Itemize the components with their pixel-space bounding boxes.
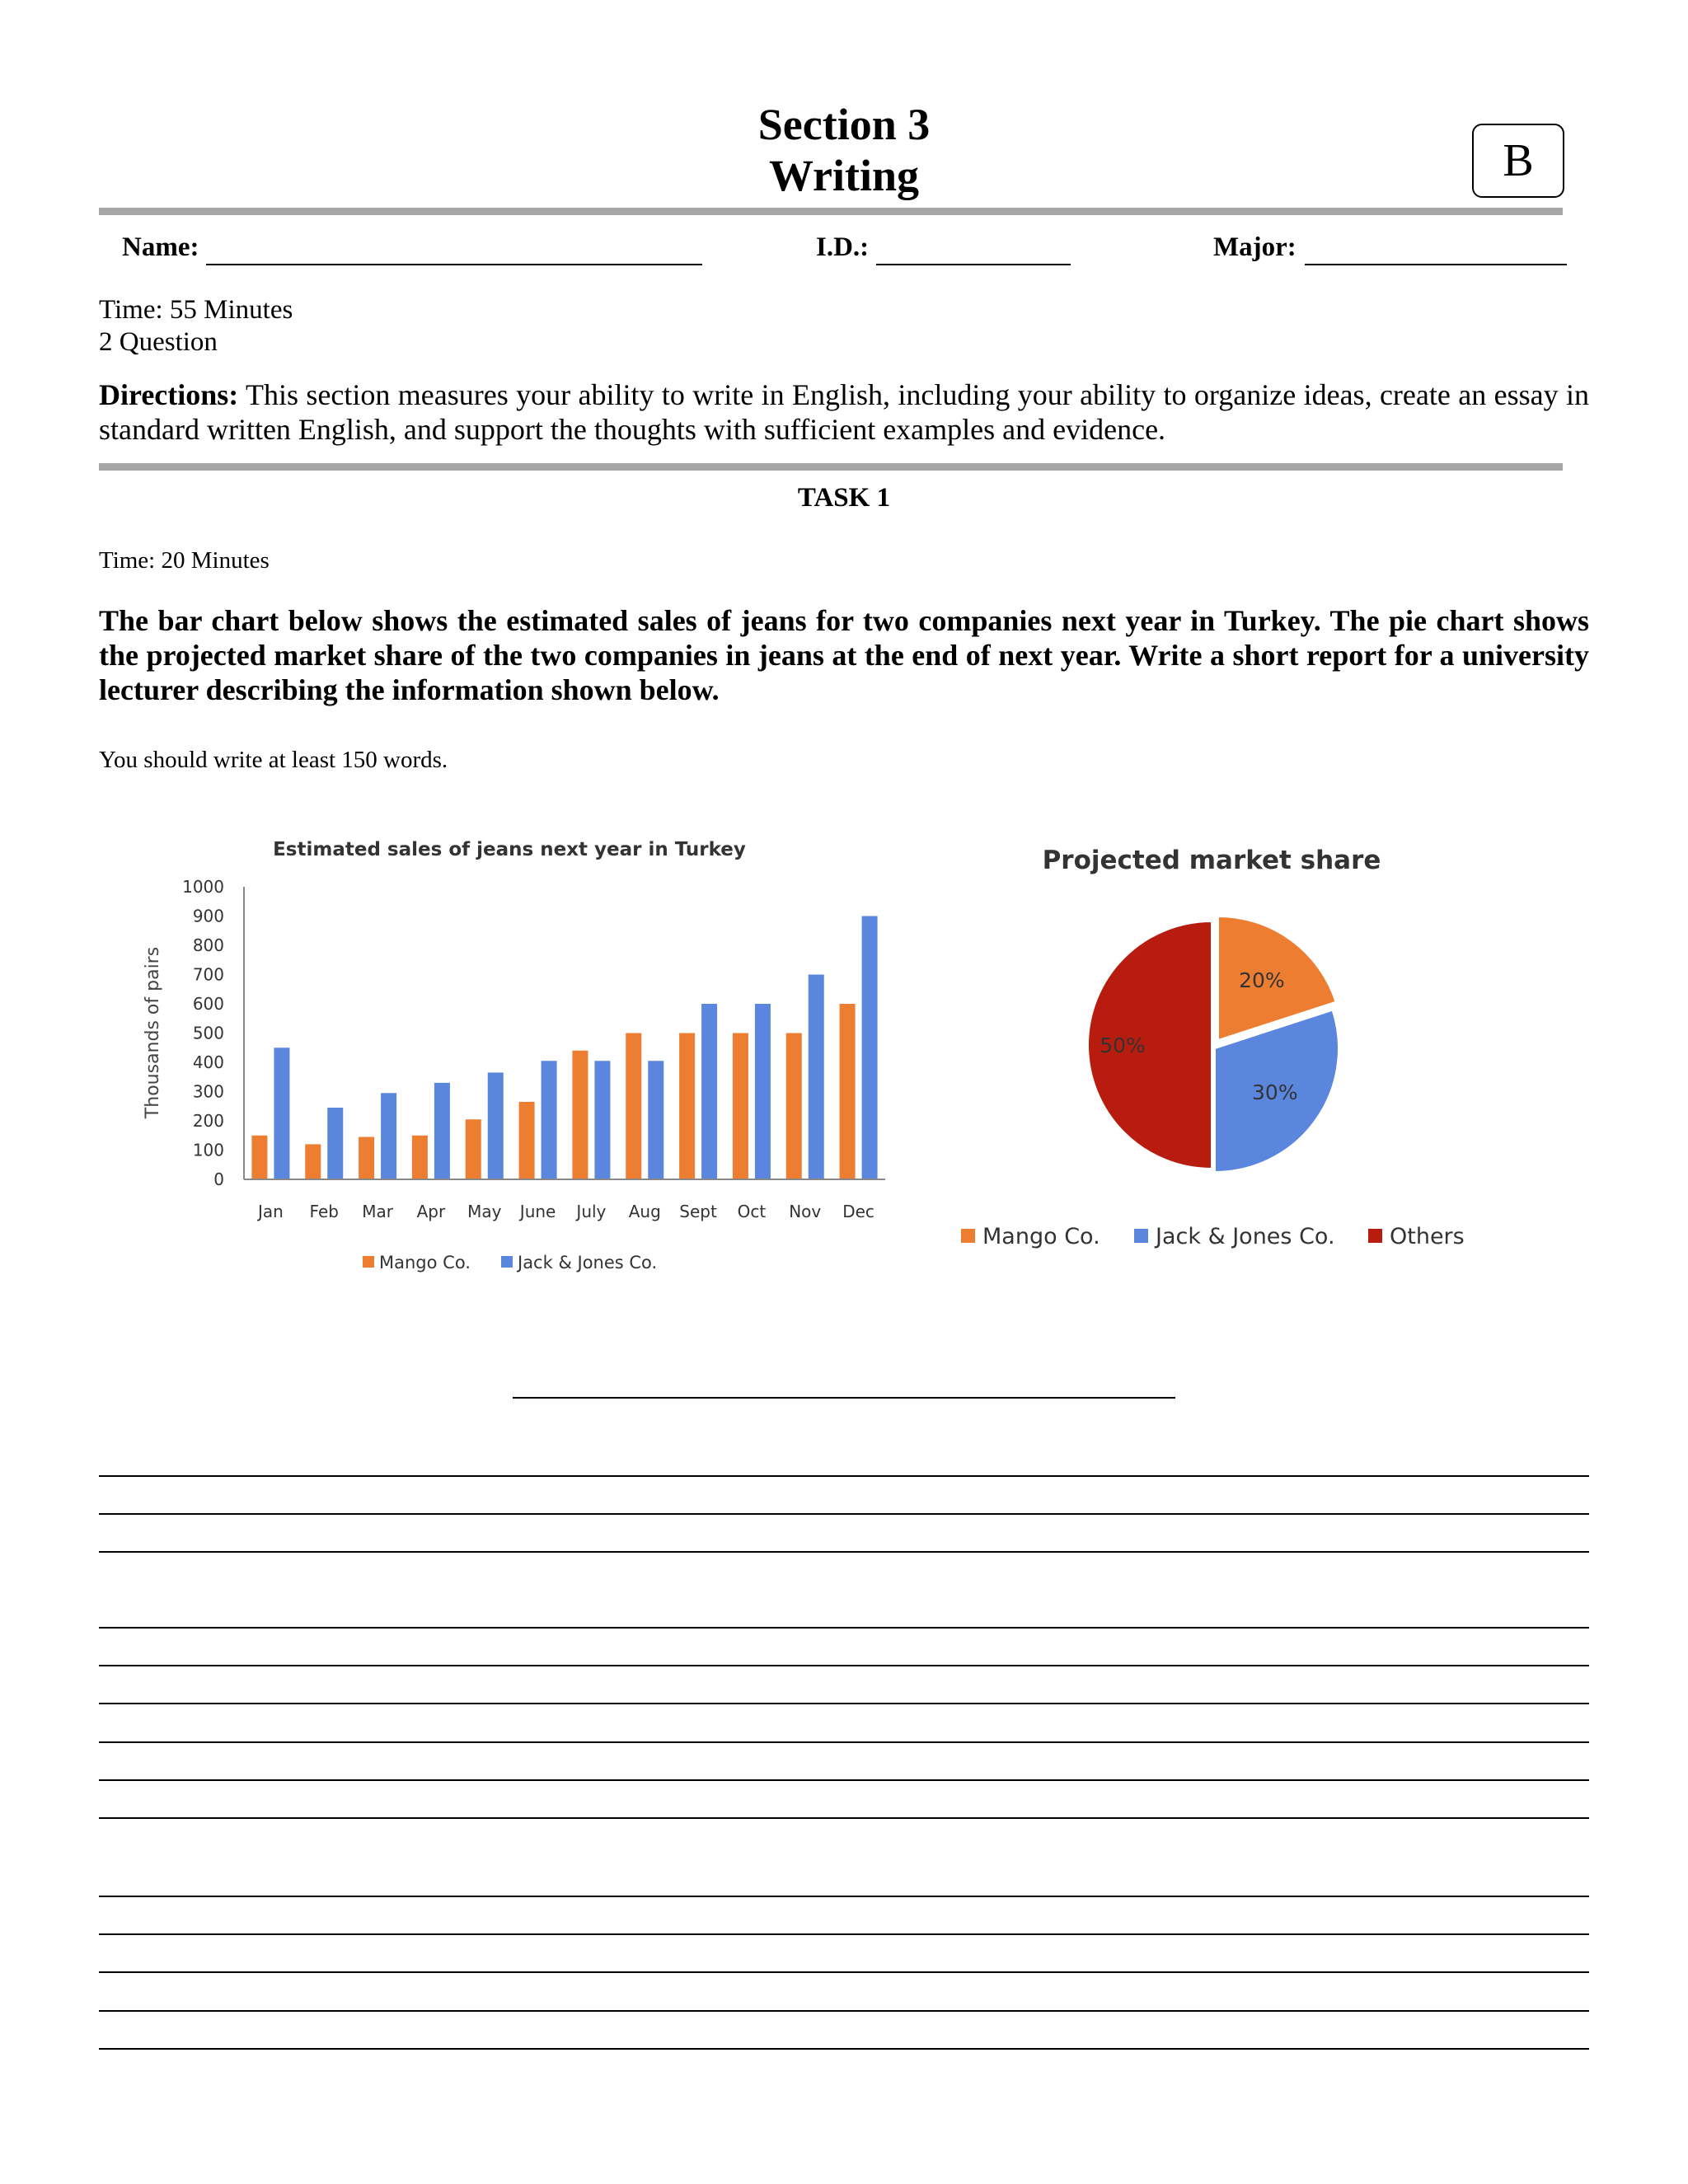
task-prompt: The bar chart below shows the estimated sales of jeans for two companies next year in Turkey. The pie chart shows the projected market share of the two companies in jeans at the end of next year. Write a short report for a university lecturer describing the information shown below. <box>99 604 1589 706</box>
id-label: I.D.: <box>816 232 870 262</box>
y-tick-label: 500 <box>192 1023 224 1043</box>
pie-value-label: 20% <box>1239 968 1285 993</box>
answer-line[interactable] <box>99 1896 1589 1897</box>
x-tick-label: Aug <box>628 1202 661 1221</box>
x-tick-label: Mar <box>362 1202 393 1221</box>
legend-swatch <box>363 1256 374 1268</box>
x-tick-label: Apr <box>416 1202 446 1221</box>
answer-line[interactable] <box>99 1741 1589 1743</box>
pie-chart <box>948 816 1525 1261</box>
y-axis-label: Thousands of pairs <box>143 946 163 1119</box>
bar-jack <box>809 975 824 1180</box>
y-tick-label: 400 <box>192 1052 224 1072</box>
pie-value-label: 50% <box>1100 1033 1146 1057</box>
x-tick-label: May <box>467 1202 502 1221</box>
x-tick-label: Jan <box>257 1202 284 1221</box>
bar-jack <box>542 1061 557 1179</box>
legend-swatch <box>501 1256 513 1268</box>
bar-jack <box>862 916 878 1180</box>
directions-divider <box>99 463 1563 471</box>
y-tick-label: 700 <box>192 964 224 985</box>
y-tick-label: 900 <box>192 906 224 926</box>
name-label: Name: <box>122 232 199 262</box>
answer-line[interactable] <box>99 1513 1589 1515</box>
bar-jack <box>381 1093 396 1179</box>
id-field[interactable] <box>876 239 1071 265</box>
answer-line[interactable] <box>99 1627 1589 1629</box>
bar-mango <box>572 1051 588 1179</box>
y-tick-label: 1000 <box>182 877 224 897</box>
x-tick-label: June <box>519 1202 556 1221</box>
answer-line[interactable] <box>99 1933 1589 1935</box>
major-field[interactable] <box>1305 239 1567 265</box>
subject-title: Writing <box>768 151 919 200</box>
bar-mango <box>840 1004 856 1179</box>
bar-jack <box>648 1061 663 1179</box>
legend-label: Mango Co. <box>982 1224 1100 1249</box>
y-tick-label: 100 <box>192 1140 224 1160</box>
x-tick-label: Dec <box>842 1202 874 1221</box>
bar-jack <box>327 1108 343 1179</box>
y-tick-label: 300 <box>192 1081 224 1102</box>
bar-jack <box>488 1072 504 1179</box>
legend-label: Mango Co. <box>379 1253 471 1272</box>
answer-line[interactable] <box>99 1971 1589 1973</box>
question-count: 2 Question <box>99 327 218 357</box>
answer-line[interactable] <box>99 1475 1589 1477</box>
legend-label: Jack & Jones Co. <box>1156 1224 1335 1249</box>
bar-mango <box>733 1033 748 1180</box>
bar-chart-title: Estimated sales of jeans next year in Turkey <box>273 839 746 860</box>
header-divider <box>99 208 1563 215</box>
bar-mango <box>626 1033 641 1180</box>
bar-jack <box>755 1004 771 1179</box>
name-field[interactable] <box>206 239 702 265</box>
y-tick-label: 200 <box>192 1111 224 1131</box>
y-tick-label: 800 <box>192 935 224 955</box>
legend-swatch <box>961 1229 975 1243</box>
bar-jack <box>274 1047 289 1179</box>
bar-mango <box>359 1137 374 1179</box>
bar-mango <box>412 1136 428 1179</box>
answer-line[interactable] <box>99 1779 1589 1781</box>
answer-line[interactable] <box>99 2048 1589 2050</box>
x-tick-label: Nov <box>789 1202 822 1221</box>
answer-line[interactable] <box>99 1817 1589 1819</box>
version-box: B <box>1472 124 1564 198</box>
major-label: Major: <box>1213 232 1296 262</box>
x-tick-label: July <box>576 1202 607 1221</box>
word-count-instruction: You should write at least 150 words. <box>99 747 448 773</box>
task-time: Time: 20 Minutes <box>99 547 270 574</box>
bar-mango <box>519 1102 535 1179</box>
directions <box>99 377 1589 447</box>
directions-text: This section measures your ability to write in English, including your ability to organize ideas, create an essay in standard written English, and support the thoughts with sufficient examples and evidence. <box>99 378 1589 446</box>
bar-jack <box>434 1083 450 1179</box>
bar-chart <box>124 816 915 1294</box>
pie-value-label: 30% <box>1252 1080 1298 1104</box>
answer-line[interactable] <box>99 1665 1589 1666</box>
bar-mango <box>466 1119 481 1179</box>
x-tick-label: Oct <box>737 1202 767 1221</box>
pie-chart-title: Projected market share <box>1042 846 1381 875</box>
directions-label: Directions: <box>99 378 239 411</box>
task-title: TASK 1 <box>797 483 891 513</box>
bar-mango <box>679 1033 695 1180</box>
exam-time: Time: 55 Minutes <box>99 295 293 325</box>
legend-label: Jack & Jones Co. <box>518 1253 658 1272</box>
section-title: Section 3 <box>757 100 931 149</box>
bar-jack <box>594 1061 610 1179</box>
legend-swatch <box>1134 1229 1148 1243</box>
x-tick-label: Sept <box>679 1202 717 1221</box>
answer-line[interactable] <box>99 2010 1589 2012</box>
legend-label: Others <box>1390 1224 1465 1249</box>
bar-mango <box>786 1033 802 1180</box>
legend-swatch <box>1368 1229 1382 1243</box>
x-tick-label: Feb <box>309 1202 339 1221</box>
y-tick-label: 600 <box>192 994 224 1014</box>
bar-mango <box>305 1144 321 1179</box>
answer-line[interactable] <box>99 1551 1589 1553</box>
bar-jack <box>701 1004 717 1179</box>
y-tick-label: 0 <box>213 1169 224 1189</box>
answer-line[interactable] <box>99 1703 1589 1704</box>
bar-mango <box>251 1136 267 1179</box>
separator-line <box>513 1397 1175 1399</box>
